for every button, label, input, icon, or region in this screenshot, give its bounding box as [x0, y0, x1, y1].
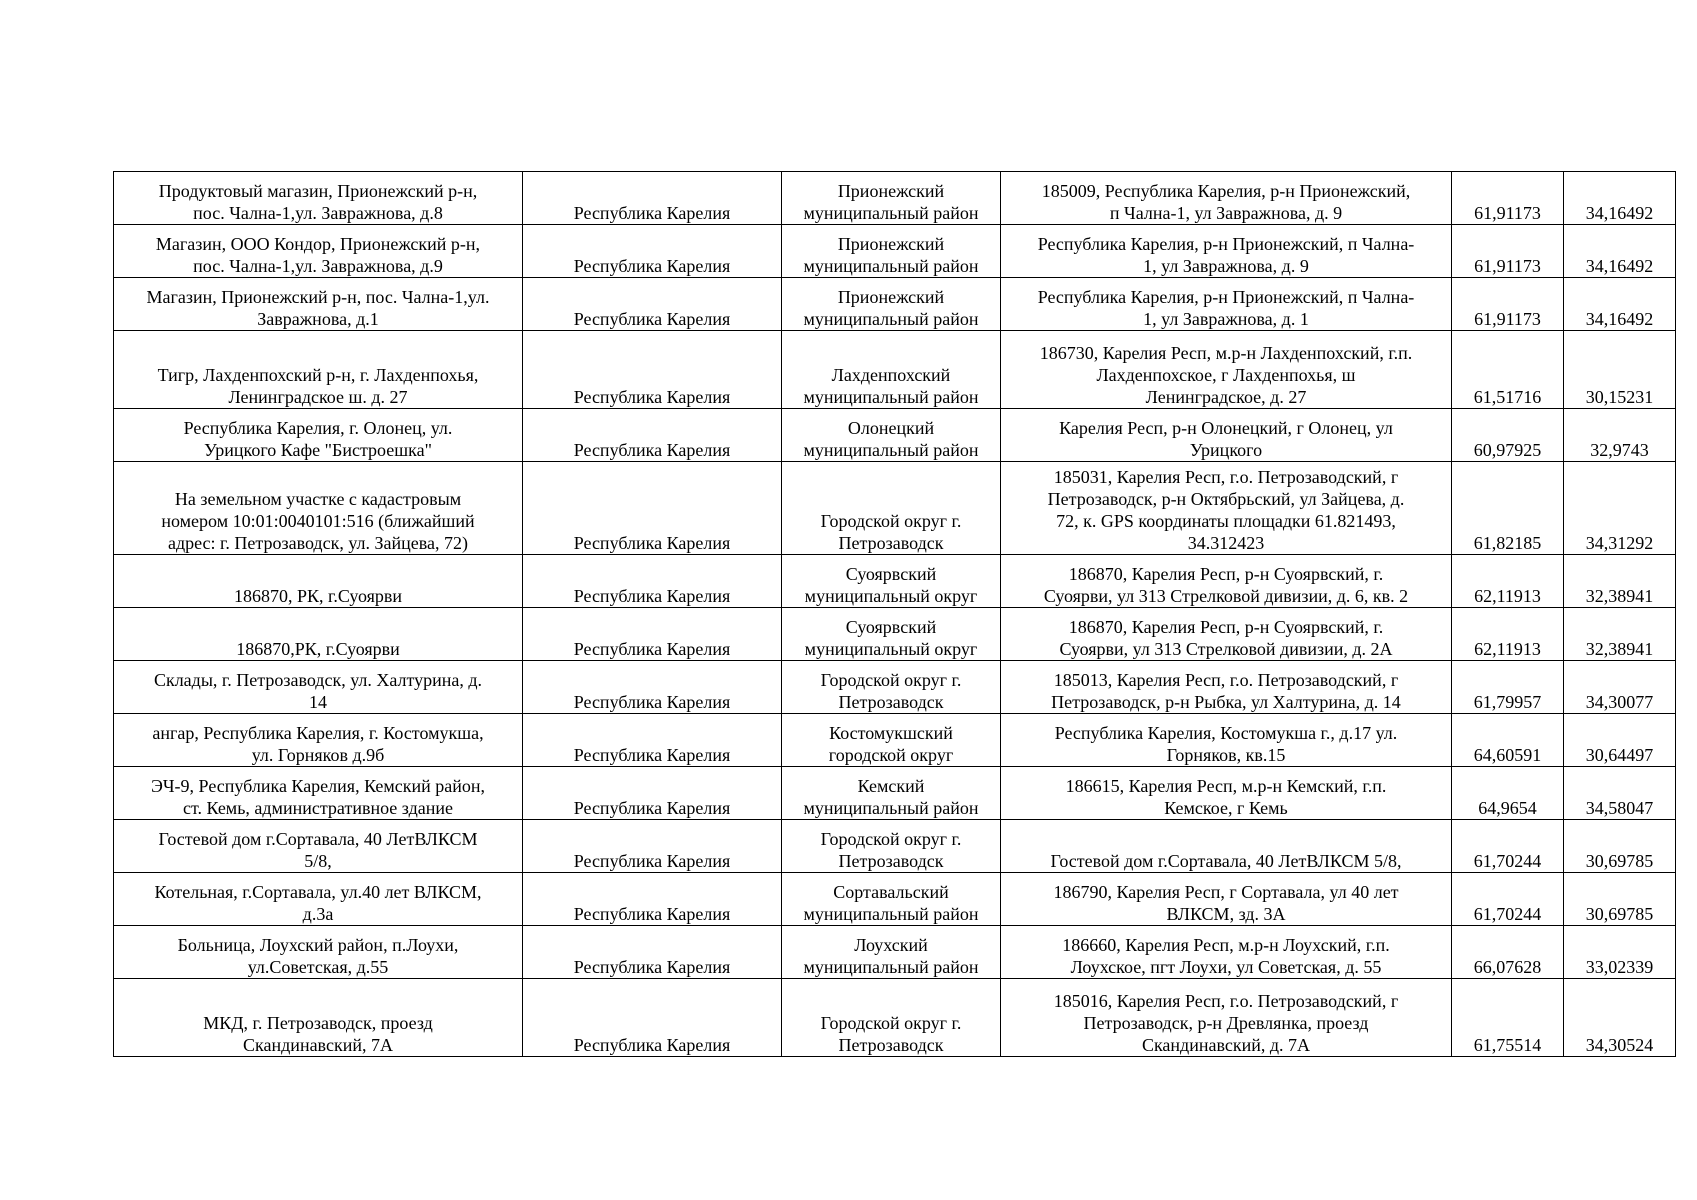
table-row	[114, 172, 1676, 225]
longitude-cell: 30,69785	[1564, 820, 1676, 873]
region-cell: Республика Карелия	[523, 767, 782, 820]
table-row	[114, 278, 1676, 331]
latitude-cell: 61,91173	[1452, 225, 1564, 278]
object-name-cell: Гостевой дом г.Сортавала, 40 ЛетВЛКСМ 5/8,	[114, 820, 523, 873]
object-name-cell: ЭЧ-9, Республика Карелия, Кемский район, ст. Кемь, административное здание	[114, 767, 523, 820]
address-cell: 186790, Карелия Респ, г Сортавала, ул 40 лет ВЛКСМ, зд. 3А	[1001, 873, 1452, 926]
district-cell: Суоярвский муниципальный округ	[782, 608, 1001, 661]
object-name-cell: МКД, г. Петрозаводск, проезд Скандинавский, 7А	[114, 979, 523, 1057]
table-row	[114, 979, 1676, 1057]
latitude-cell: 62,11913	[1452, 608, 1564, 661]
object-name-cell: Магазин, Прионежский р-н, пос. Чална-1,ул. Завражнова, д.1	[114, 278, 523, 331]
latitude-cell: 61,79957	[1452, 661, 1564, 714]
region-cell: Республика Карелия	[523, 409, 782, 462]
region-cell: Республика Карелия	[523, 820, 782, 873]
address-cell: 185016, Карелия Респ, г.о. Петрозаводский, г Петрозаводск, р-н Древлянка, проезд Скандинавский, д. 7А	[1001, 979, 1452, 1057]
region-cell: Республика Карелия	[523, 714, 782, 767]
object-name-cell: Котельная, г.Сортавала, ул.40 лет ВЛКСМ, д.3а	[114, 873, 523, 926]
address-cell: 186615, Карелия Респ, м.р-н Кемский, г.п. Кемское, г Кемь	[1001, 767, 1452, 820]
address-cell: Республика Карелия, р-н Прионежский, п Чална- 1, ул Завражнова, д. 1	[1001, 278, 1452, 331]
latitude-cell: 61,51716	[1452, 331, 1564, 409]
latitude-cell: 61,82185	[1452, 462, 1564, 555]
latitude-cell: 61,75514	[1452, 979, 1564, 1057]
district-cell: Прионежский муниципальный район	[782, 278, 1001, 331]
region-cell: Республика Карелия	[523, 608, 782, 661]
region-cell: Республика Карелия	[523, 979, 782, 1057]
district-cell: Кемский муниципальный район	[782, 767, 1001, 820]
district-cell: Суоярвский муниципальный округ	[782, 555, 1001, 608]
address-cell: 185031, Карелия Респ, г.о. Петрозаводский, г Петрозаводск, р-н Октябрьский, ул Зайцева, д. 72, к. GPS координаты площадки 61.821493, 34.312423	[1001, 462, 1452, 555]
table-row	[114, 714, 1676, 767]
table-row	[114, 331, 1676, 409]
address-cell: Республика Карелия, Костомукша г., д.17 ул. Горняков, кв.15	[1001, 714, 1452, 767]
table-row	[114, 926, 1676, 979]
table-row	[114, 820, 1676, 873]
longitude-cell: 34,30077	[1564, 661, 1676, 714]
address-cell: 186660, Карелия Респ, м.р-н Лоухский, г.п. Лоухское, пгт Лоухи, ул Советская, д. 55	[1001, 926, 1452, 979]
longitude-cell: 34,30524	[1564, 979, 1676, 1057]
region-cell: Республика Карелия	[523, 661, 782, 714]
address-cell: Республика Карелия, р-н Прионежский, п Чална- 1, ул Завражнова, д. 9	[1001, 225, 1452, 278]
table-row	[114, 409, 1676, 462]
latitude-cell: 62,11913	[1452, 555, 1564, 608]
object-name-cell: ангар, Республика Карелия, г. Костомукша, ул. Горняков д.9б	[114, 714, 523, 767]
table-body	[114, 172, 1676, 1057]
longitude-cell: 30,64497	[1564, 714, 1676, 767]
address-cell: 185009, Республика Карелия, р-н Прионежский, п Чална-1, ул Завражнова, д. 9	[1001, 172, 1452, 225]
district-cell: Олонецкий муниципальный район	[782, 409, 1001, 462]
latitude-cell: 61,70244	[1452, 820, 1564, 873]
table-row	[114, 767, 1676, 820]
district-cell: Городской округ г. Петрозаводск	[782, 820, 1001, 873]
latitude-cell: 61,91173	[1452, 278, 1564, 331]
region-cell: Республика Карелия	[523, 278, 782, 331]
object-name-cell: Склады, г. Петрозаводск, ул. Халтурина, д. 14	[114, 661, 523, 714]
district-cell: Костомукшский городской округ	[782, 714, 1001, 767]
object-name-cell: Больница, Лоухский район, п.Лоухи, ул.Советская, д.55	[114, 926, 523, 979]
district-cell: Лахденпохский муниципальный район	[782, 331, 1001, 409]
address-cell: 186730, Карелия Респ, м.р-н Лахденпохский, г.п. Лахденпохское, г Лахденпохья, ш Ленинградское, д. 27	[1001, 331, 1452, 409]
district-cell: Городской округ г. Петрозаводск	[782, 979, 1001, 1057]
region-cell: Республика Карелия	[523, 873, 782, 926]
district-cell: Лоухский муниципальный район	[782, 926, 1001, 979]
region-cell: Республика Карелия	[523, 331, 782, 409]
longitude-cell: 34,58047	[1564, 767, 1676, 820]
latitude-cell: 64,9654	[1452, 767, 1564, 820]
district-cell: Городской округ г. Петрозаводск	[782, 462, 1001, 555]
address-cell: 186870, Карелия Респ, р-н Суоярвский, г. Суоярви, ул 313 Стрелковой дивизии, д. 6, кв. 2	[1001, 555, 1452, 608]
latitude-cell: 61,91173	[1452, 172, 1564, 225]
table-row	[114, 608, 1676, 661]
district-cell: Прионежский муниципальный район	[782, 172, 1001, 225]
object-name-cell: Республика Карелия, г. Олонец, ул. Урицкого Кафе "Бистроешка"	[114, 409, 523, 462]
region-cell: Республика Карелия	[523, 462, 782, 555]
region-cell: Республика Карелия	[523, 172, 782, 225]
longitude-cell: 33,02339	[1564, 926, 1676, 979]
district-cell: Сортавальский муниципальный район	[782, 873, 1001, 926]
object-name-cell: 186870, РК, г.Суоярви	[114, 555, 523, 608]
region-cell: Республика Карелия	[523, 225, 782, 278]
region-cell: Республика Карелия	[523, 555, 782, 608]
region-cell: Республика Карелия	[523, 926, 782, 979]
table-row	[114, 661, 1676, 714]
district-cell: Прионежский муниципальный район	[782, 225, 1001, 278]
longitude-cell: 34,31292	[1564, 462, 1676, 555]
latitude-cell: 66,07628	[1452, 926, 1564, 979]
longitude-cell: 34,16492	[1564, 172, 1676, 225]
table-row	[114, 873, 1676, 926]
locations-table	[113, 171, 1676, 1057]
address-cell: Гостевой дом г.Сортавала, 40 ЛетВЛКСМ 5/8,	[1001, 820, 1452, 873]
object-name-cell: Продуктовый магазин, Прионежский р-н, пос. Чална-1,ул. Завражнова, д.8	[114, 172, 523, 225]
longitude-cell: 32,9743	[1564, 409, 1676, 462]
longitude-cell: 30,15231	[1564, 331, 1676, 409]
object-name-cell: Магазин, ООО Кондор, Прионежский р-н, пос. Чална-1,ул. Завражнова, д.9	[114, 225, 523, 278]
longitude-cell: 34,16492	[1564, 225, 1676, 278]
table-row	[114, 225, 1676, 278]
latitude-cell: 64,60591	[1452, 714, 1564, 767]
object-name-cell: 186870,РК, г.Суоярви	[114, 608, 523, 661]
longitude-cell: 30,69785	[1564, 873, 1676, 926]
address-cell: 186870, Карелия Респ, р-н Суоярвский, г. Суоярви, ул 313 Стрелковой дивизии, д. 2А	[1001, 608, 1452, 661]
object-name-cell: На земельном участке с кадастровым номером 10:01:0040101:516 (ближайший адрес: г. Петрозаводск, ул. Зайцева, 72)	[114, 462, 523, 555]
address-cell: 185013, Карелия Респ, г.о. Петрозаводский, г Петрозаводск, р-н Рыбка, ул Халтурина, д. 14	[1001, 661, 1452, 714]
table-row	[114, 555, 1676, 608]
address-cell: Карелия Респ, р-н Олонецкий, г Олонец, ул Урицкого	[1001, 409, 1452, 462]
object-name-cell: Тигр, Лахденпохский р-н, г. Лахденпохья, Ленинградское ш. д. 27	[114, 331, 523, 409]
latitude-cell: 60,97925	[1452, 409, 1564, 462]
longitude-cell: 34,16492	[1564, 278, 1676, 331]
longitude-cell: 32,38941	[1564, 608, 1676, 661]
longitude-cell: 32,38941	[1564, 555, 1676, 608]
district-cell: Городской округ г. Петрозаводск	[782, 661, 1001, 714]
table-row	[114, 462, 1676, 555]
latitude-cell: 61,70244	[1452, 873, 1564, 926]
